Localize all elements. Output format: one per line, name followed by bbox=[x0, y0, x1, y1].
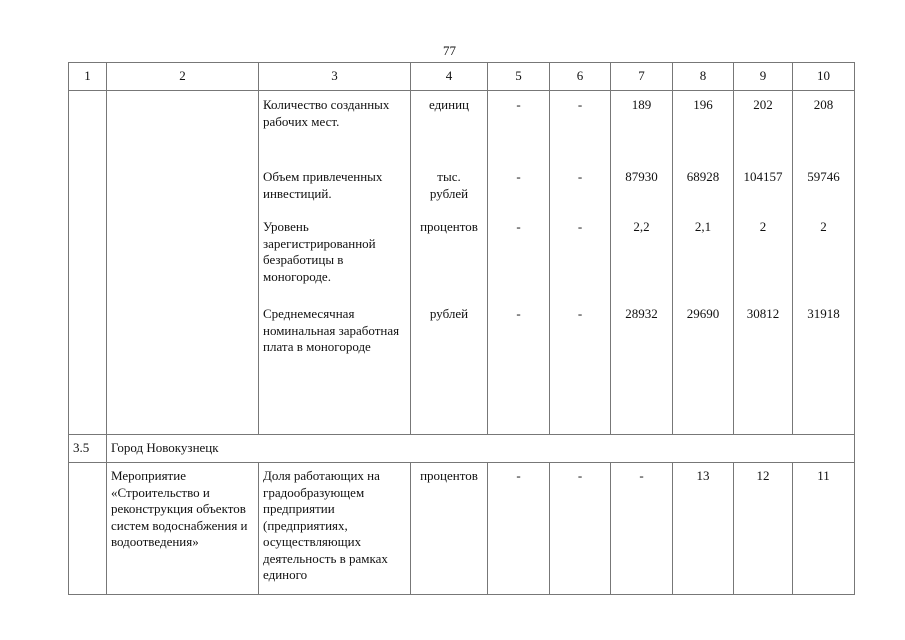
col-header: 3 bbox=[259, 63, 411, 91]
col-header: 4 bbox=[411, 63, 488, 91]
col-header: 5 bbox=[488, 63, 550, 91]
header-row bbox=[69, 63, 855, 91]
section-row bbox=[69, 435, 855, 463]
col-header: 6 bbox=[550, 63, 611, 91]
col-header: 2 bbox=[107, 63, 259, 91]
col-header: 8 bbox=[673, 63, 734, 91]
indicator-name: Доля работающих на градообразующем предприятии (предприятиях, осуществляющих деятельность в рамках единого bbox=[259, 463, 411, 595]
unit: процентов bbox=[411, 463, 488, 595]
indicator-units: единиц тыс. рублей процентов рублей bbox=[411, 91, 488, 435]
indicators-table bbox=[68, 62, 855, 595]
indicator-names: Количество созданных рабочих мест. Объем привлеченных инвестиций. Уровень зарегистрированной безработицы в моногороде. Среднемесячная номинальная заработная плата в моногороде bbox=[259, 91, 411, 435]
indicators-block: Количество созданных рабочих мест. Объем привлеченных инвестиций. Уровень зарегистрированной безработицы в моногороде. Среднемесячная номинальная заработная плата в моногороде единиц тыс. рублей процентов рублей - - - - - - - - 189 87930 2,2 28932 196 68928 2,1 29690 202 104157 2 30812 208 59746 2 31918 bbox=[69, 91, 855, 435]
col-header: 9 bbox=[734, 63, 793, 91]
section-title: Город Новокузнецк bbox=[107, 435, 855, 463]
col-header: 7 bbox=[611, 63, 673, 91]
col-header: 1 bbox=[69, 63, 107, 91]
section-number: 3.5 bbox=[69, 435, 107, 463]
col-header: 10 bbox=[793, 63, 855, 91]
table-row: Мероприятие «Строительство и реконструкция объектов систем водоснабжения и водоотведения» Доля работающих на градообразующем предприятии (предприятиях, осуществляющих деятельность в рамках единого процентов - - - 13 12 11 bbox=[69, 463, 855, 595]
measure-name: Мероприятие «Строительство и реконструкция объектов систем водоснабжения и водоотведения» bbox=[107, 463, 259, 595]
